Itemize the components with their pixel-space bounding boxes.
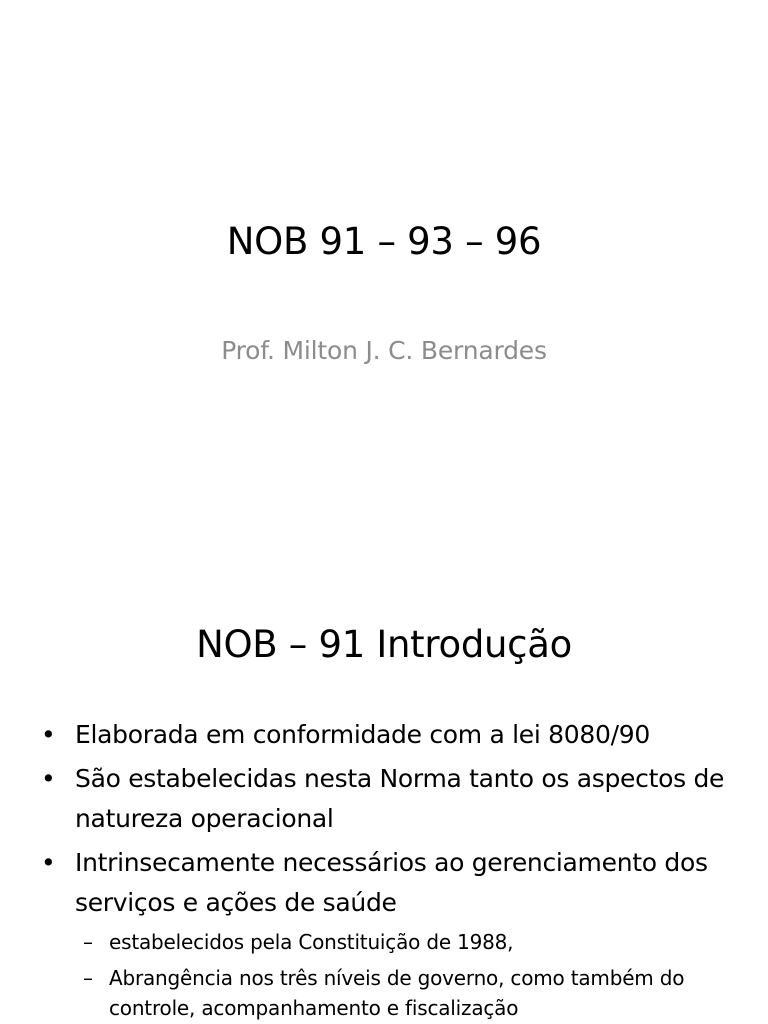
bullet-item bbox=[38, 759, 738, 839]
dash-icon: – bbox=[83, 930, 93, 954]
bullet-item bbox=[38, 715, 738, 755]
bullet-item bbox=[38, 843, 738, 923]
sub-bullet-text: estabelecidos pela Constituição de 1988, bbox=[109, 930, 514, 954]
sub-bullet-item bbox=[38, 963, 738, 1023]
bullet-text: São estabelecidas nesta Norma tanto os aspectos de natureza operacional bbox=[75, 764, 725, 833]
bullet-dot-icon: • bbox=[41, 764, 56, 793]
bullet-text: Intrinsecamente necessários ao gerenciamento dos serviços e ações de saúde bbox=[75, 848, 708, 917]
bullet-text: Elaborada em conformidade com a lei 8080/90 bbox=[75, 720, 650, 749]
slide-2-title: NOB – 91 Introdução bbox=[196, 623, 572, 666]
bullet-list bbox=[38, 715, 738, 1024]
slide-1-title: NOB 91 – 93 – 96 bbox=[226, 220, 542, 263]
slide-1-subtitle: Prof. Milton J. C. Bernardes bbox=[221, 336, 547, 365]
bullet-dot-icon: • bbox=[41, 848, 56, 877]
sub-bullet-text: Abrangência nos três níveis de governo, como também do controle, acompanhamento e fiscalização bbox=[109, 966, 685, 1020]
dash-icon: – bbox=[83, 966, 93, 990]
slide-2 bbox=[0, 576, 768, 1024]
sub-bullet-item bbox=[38, 927, 738, 957]
bullet-dot-icon: • bbox=[41, 720, 56, 749]
